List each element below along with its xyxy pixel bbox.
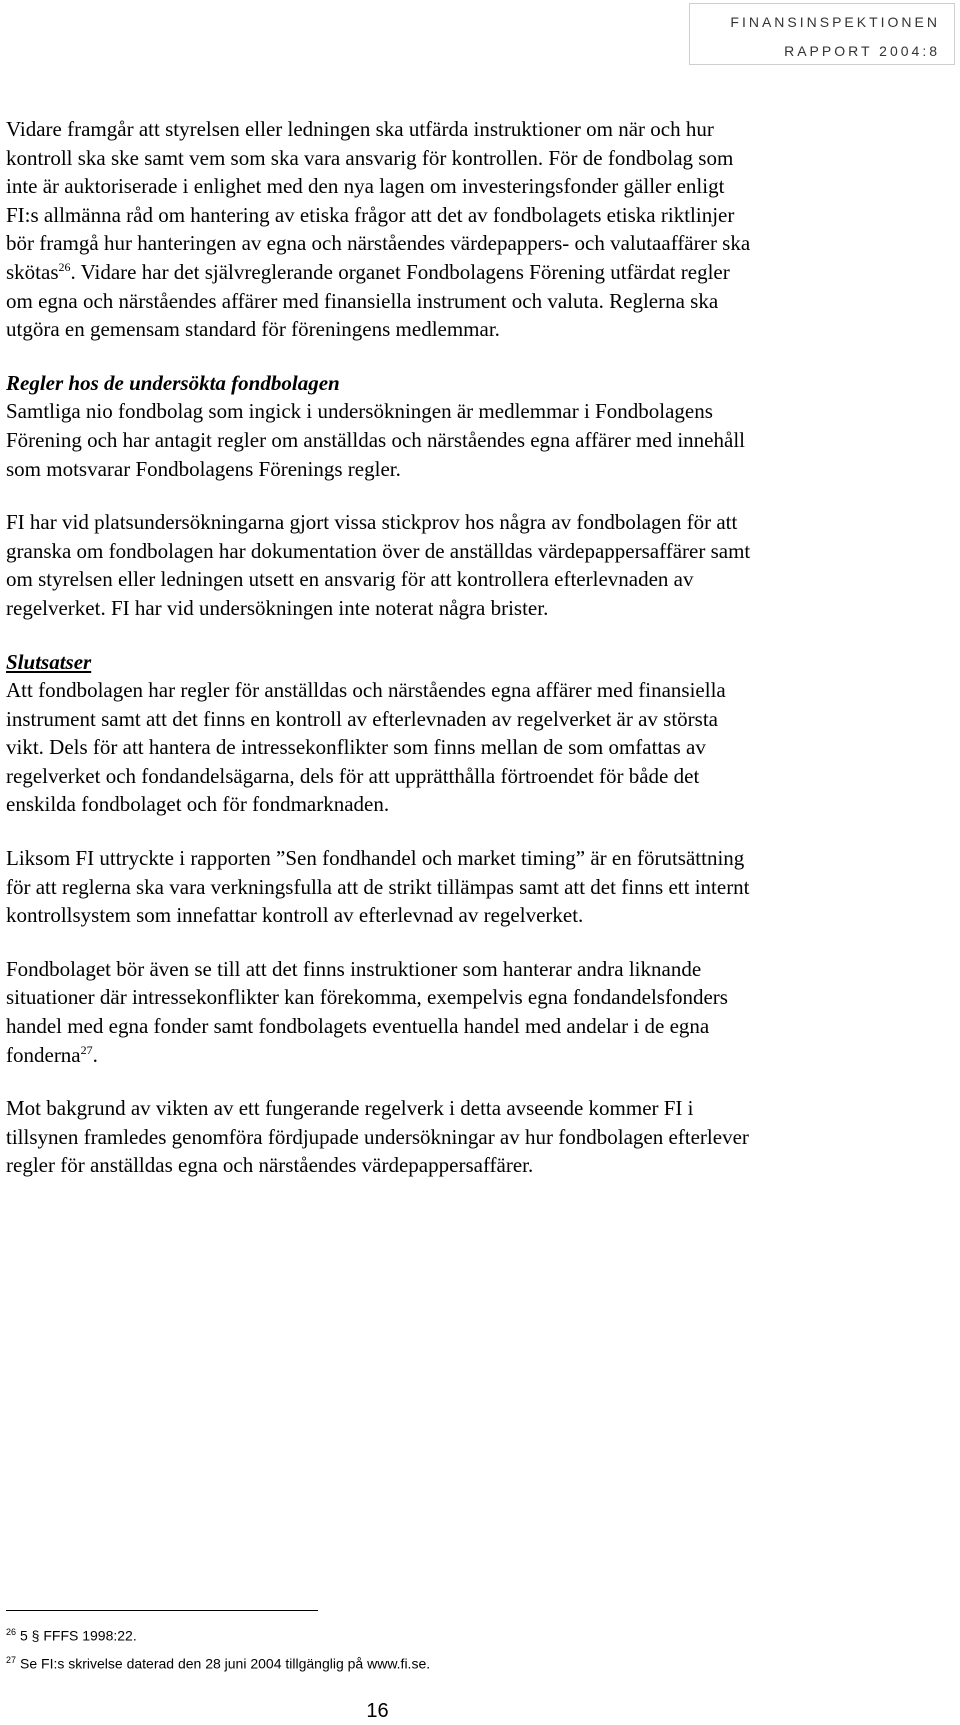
page-number: 16 xyxy=(366,1700,389,1722)
header-organization: FINANSINSPEKTIONEN xyxy=(730,14,940,30)
paragraph-7: Mot bakgrund av vikten av ett fungerande regelverk i detta avseende kommer FI i tillsynen framledes genomföra fördjupade undersökningar av hur fondbolagen efterlever regler för anställdas egna och närståendes värdepappersaffärer. xyxy=(6,1096,749,1178)
report-header xyxy=(689,3,955,65)
footnote-separator xyxy=(6,1610,318,1611)
paragraph-5: Liksom FI uttryckte i rapporten ”Sen fondhandel och market timing” är en förutsättning för att reglerna ska vara verkningsfulla att de strikt tillämpas samt att det finns ett internt kontrollsystem som innefattar kontroll av efterlevnad av regelverket. xyxy=(6,846,750,928)
footnotes xyxy=(6,1620,430,1675)
footnote-ref-27: 27 xyxy=(80,1042,93,1057)
paragraph-3: FI har vid platsundersökningarna gjort vissa stickprov hos några av fondbolagen för att granska om fondbolagen har dokumentation över de anställdas värdepappersaffärer samt om styrelsen eller ledningen utsett en ansvarig för att kontrollera efterlevnaden av regelverket. FI har vid undersökningen inte noterat några brister. xyxy=(6,510,751,620)
footnote-ref-26: 26 xyxy=(58,259,71,274)
section-heading-slutsatser: Slutsatser xyxy=(6,649,92,674)
paragraph-2: Samtliga nio fondbolag som ingick i undersökningen är medlemmar i Fondbolagens Förening och har antagit regler om anställdas och närståendes egna affärer med innehåll som motsvarar Fondbolagens Förenings regler. xyxy=(6,399,745,481)
footnote-number: 27 xyxy=(6,1654,17,1665)
paragraph-1-text: Vidare framgår att styrelsen eller ledningen ska utfärda instruktioner om när och hur kontroll ska ske samt vem som ska vara ansvarig för kontrollen. För de fondbolag som inte är auktoriserade i enlighet med den nya lagen om investeringsfonder gäller enligt FI:s allmänna råd om hantering av etiska frågor att det av fondbolagets etiska riktlinjer bör framgå hur hanteringen av egna och närståendes värdepappers- och valutaaffärer ska skötas xyxy=(6,117,751,284)
paragraph-6-text-cont: . xyxy=(92,1042,98,1067)
footnote-item xyxy=(6,1648,430,1676)
footnote-item xyxy=(6,1620,430,1648)
paragraph-6-text: Fondbolaget bör även se till att det finns instruktioner som hanterar andra liknande situationer där intressekonflikter kan förekomma, exempelvis egna fondandelsfonders handel med egna fonder samt fondbolagets eventuella handel med andelar i de egna fonderna xyxy=(6,956,728,1067)
paragraph-1 xyxy=(6,115,754,344)
footnote-text: 5 § FFFS 1998:22. xyxy=(20,1627,137,1644)
footnote-number: 26 xyxy=(6,1627,17,1637)
section-slutsatser xyxy=(6,648,754,820)
paragraph-1-text-cont: . Vidare har det självreglerande organet Fondbolagens Förening utfärdat regler om egna och närståendes affärer med finansiella instrument och valuta. Reglerna ska utgöra en gemensam standard för föreningens medlemmar. xyxy=(6,259,730,342)
section-regler xyxy=(6,369,754,483)
paragraph-4: Att fondbolagen har regler för anställdas och närståendes egna affärer med finansiella instrument samt att det finns en kontroll av efterlevnaden av regelverket är av största vikt. Dels för att hantera de intressekonflikter som finns mellan de som omfattas av regelverket och fondandelsägarna, dels för att upprätthålla förtroendet för både det enskilda fondbolaget och för fondmarknaden. xyxy=(6,678,726,817)
document-body xyxy=(6,115,754,1205)
paragraph-6 xyxy=(6,955,754,1069)
section-heading-regler: Regler hos de undersökta fondbolagen xyxy=(6,370,340,395)
footnote-text: Se FI:s skrivelse daterad den 28 juni 2004 tillgänglig på www.fi.se. xyxy=(20,1655,431,1672)
header-report-number: RAPPORT 2004:8 xyxy=(784,43,940,59)
